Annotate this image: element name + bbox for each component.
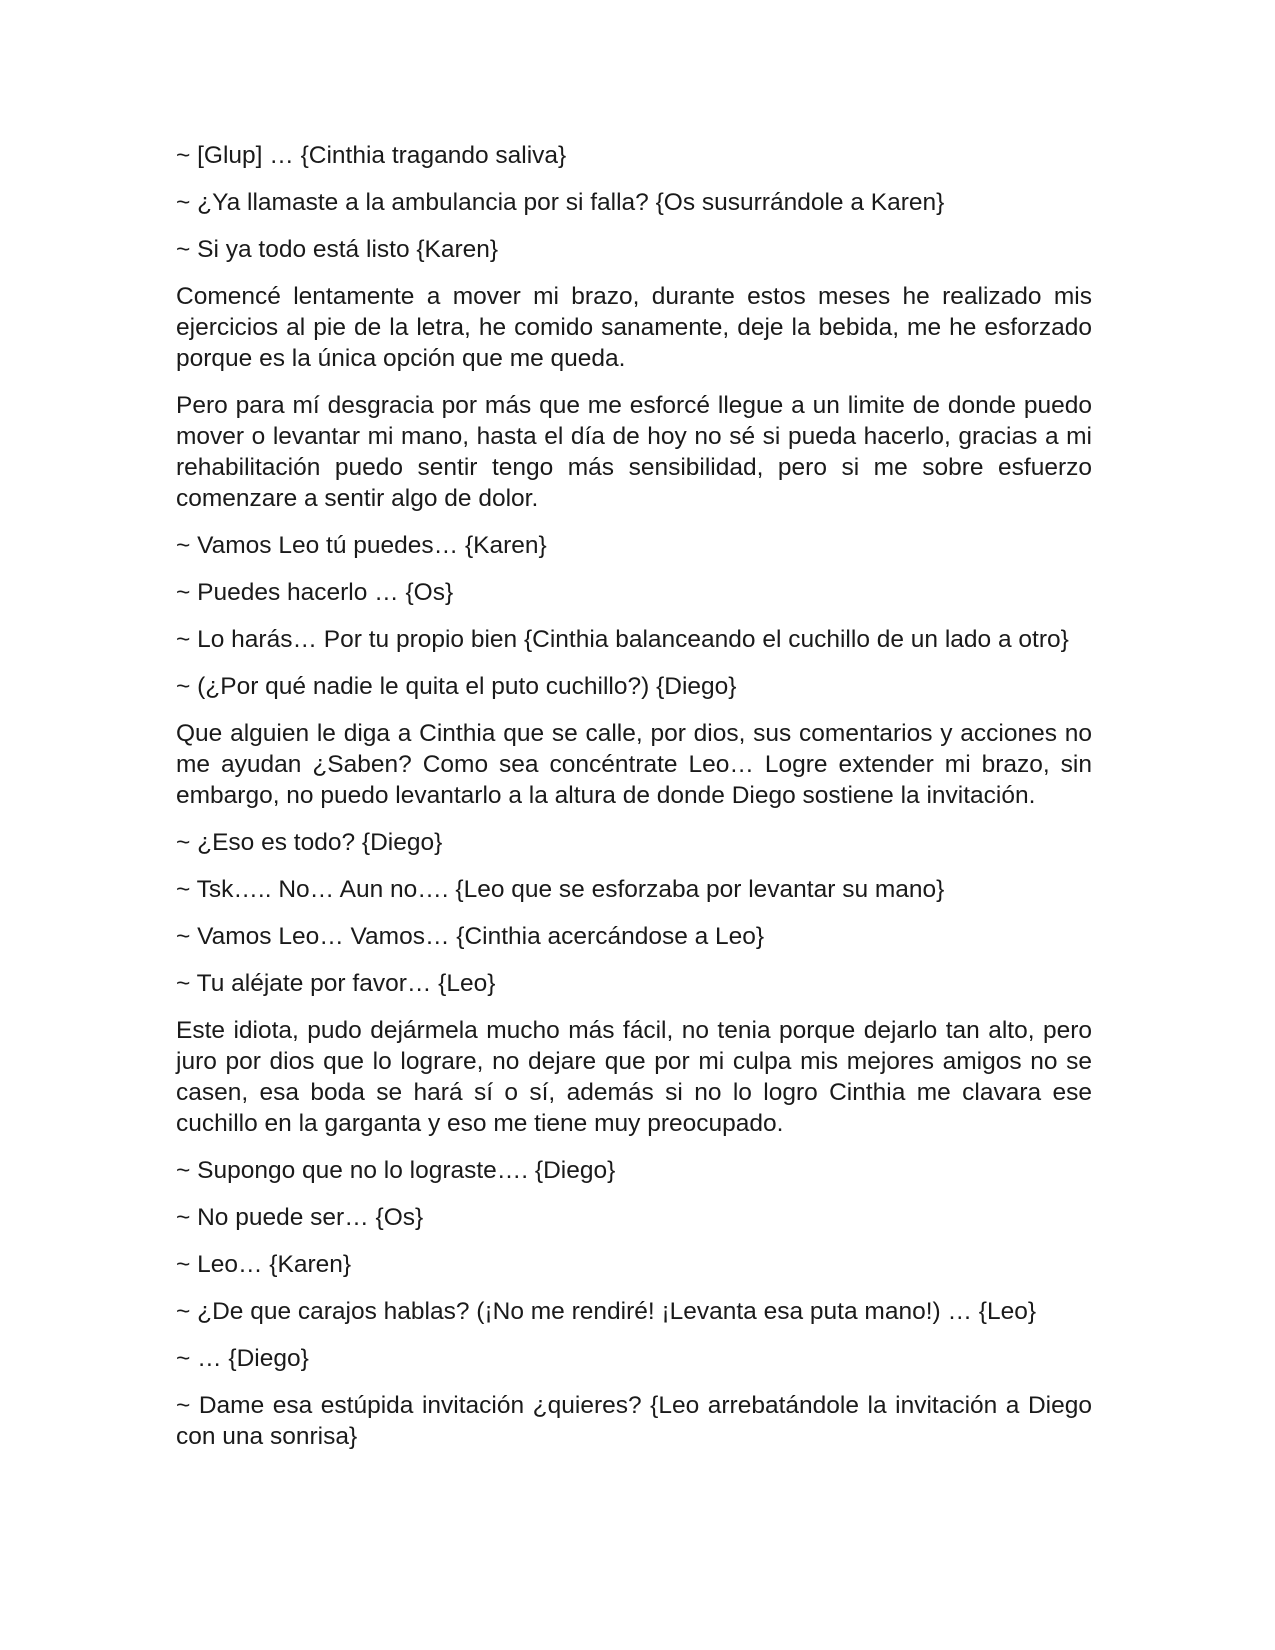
- dialogue-line: ~ Tsk….. No… Aun no…. {Leo que se esforzaba por levantar su mano}: [176, 876, 945, 903]
- narration-paragraph: Que alguien le diga a Cinthia que se calle, por dios, sus comentarios y acciones no me ayudan ¿Saben? Como sea concéntrate Leo… Logre extender mi brazo, sin embargo, no puedo levantarlo a la altura de donde Diego sostiene la invitación.: [176, 720, 1092, 809]
- dialogue-line: ~ (¿Por qué nadie le quita el puto cuchillo?) {Diego}: [176, 673, 737, 700]
- dialogue-line: ~ [Glup] … {Cinthia tragando saliva}: [176, 142, 567, 169]
- dialogue-line: ~ No puede ser… {Os}: [176, 1204, 424, 1231]
- narration-paragraph: Pero para mí desgracia por más que me esforcé llegue a un limite de donde puedo mover o levantar mi mano, hasta el día de hoy no sé si pueda hacerlo, gracias a mi rehabilitación puedo sentir tengo más sensibilidad, pero si me sobre esfuerzo comenzare a sentir algo de dolor.: [176, 392, 1092, 512]
- dialogue-line: ~ Supongo que no lo lograste…. {Diego}: [176, 1157, 616, 1184]
- dialogue-line: ~ Puedes hacerlo … {Os}: [176, 579, 454, 606]
- dialogue-line: ~ … {Diego}: [176, 1345, 309, 1372]
- dialogue-line: ~ ¿De que carajos hablas? (¡No me rendiré! ¡Levanta esa puta mano!) … {Leo}: [176, 1298, 1037, 1325]
- dialogue-line: ~ Si ya todo está listo {Karen}: [176, 236, 499, 263]
- dialogue-line: ~ Vamos Leo tú puedes… {Karen}: [176, 532, 547, 559]
- dialogue-line: ~ ¿Eso es todo? {Diego}: [176, 829, 443, 856]
- narration-paragraph: Este idiota, pudo dejármela mucho más fácil, no tenia porque dejarlo tan alto, pero juro por dios que lo lograre, no dejare que por mi culpa mis mejores amigos no se casen, esa boda se hará sí o sí, además si no lo logro Cinthia me clavara ese cuchillo en la garganta y eso me tiene muy preocupado.: [176, 1017, 1092, 1137]
- narration-paragraph: Comencé lentamente a mover mi brazo, durante estos meses he realizado mis ejercicios al pie de la letra, he comido sanamente, deje la bebida, me he esforzado porque es la única opción que me queda.: [176, 283, 1092, 372]
- dialogue-line: ~ Lo harás… Por tu propio bien {Cinthia balanceando el cuchillo de un lado a otro}: [176, 626, 1069, 653]
- dialogue-line: ~ ¿Ya llamaste a la ambulancia por si falla? {Os susurrándole a Karen}: [176, 189, 945, 216]
- dialogue-line: ~ Vamos Leo… Vamos… {Cinthia acercándose a Leo}: [176, 923, 765, 950]
- document-body: [176, 140, 1092, 1468]
- dialogue-line: ~ Leo… {Karen}: [176, 1251, 352, 1278]
- dialogue-line: ~ Dame esa estúpida invitación ¿quieres? {Leo arrebatándole la invitación a Diego con una sonrisa}: [176, 1392, 1092, 1450]
- dialogue-line: ~ Tu aléjate por favor… {Leo}: [176, 970, 496, 997]
